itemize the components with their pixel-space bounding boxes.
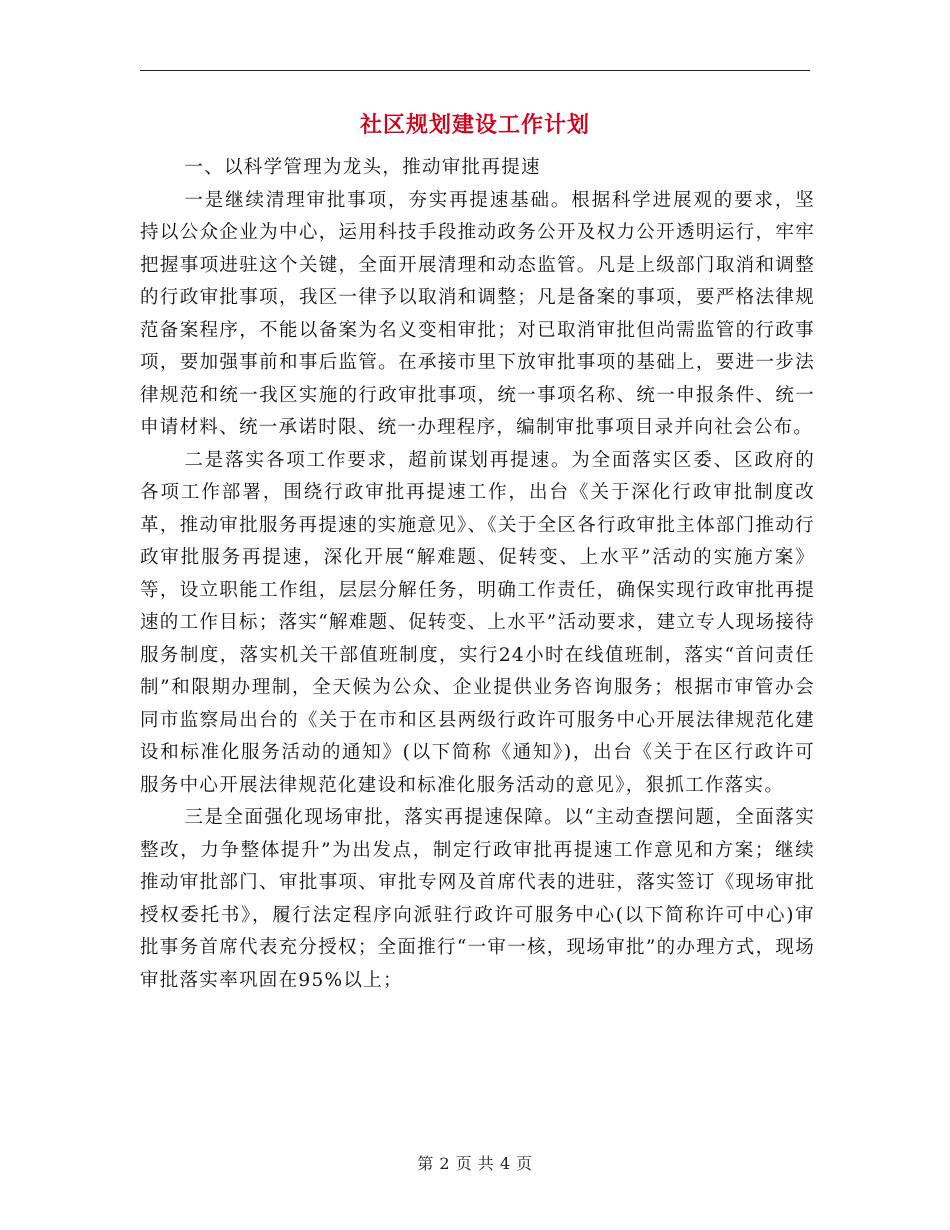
section-heading: 一、以科学管理为龙头，推动审批再提速 [184,157,541,178]
body-paragraph: 三是全面强化现场审批，落实再提速保障。以“主动查摆问题，全面落实整改，力争整体提升”为出发点，制定行政审批再提速工作意见和方案；继续推动审批部门、审批事项、审批专网及首席代表的进驻，落实签订《现场审批授权委托书》，履行法定程序向派驻行政许可服务中心(以下简称许可中心)审批事务首席代表充分授权；全面推行“一审一核，现场审批”的办理方式，现场审批落实率巩固在95%以上； [140,807,815,991]
document-body [140,152,815,997]
header-rule [140,70,810,71]
document-title: 社区规划建设工作计划 [359,112,590,138]
body-paragraph: 二是落实各项工作要求，超前谋划再提速。为全面落实区委、区政府的各项工作部署，围绕行政审批再提速工作，出台《关于深化行政审批制度改革，推动审批服务再提速的实施意见》、《关于全区各行政审批主体部门推动行政审批服务再提速，深化开展“解难题、促转变、上水平”活动的实施方案》等，设立职能工作组，层层分解任务，明确工作责任，确保实现行政审批再提速的工作目标；落实“解难题、促转变、上水平”活动要求，建立专人现场接待服务制度，落实机关干部值班制度，实行24小时在线值班制，落实“首问责任制”和限期办理制，全天候为公众、企业提供业务咨询服务；根据市审管办会同市监察局出台的《关于在市和区县两级行政许可服务中心开展法律规范化建设和标准化服务活动的通知》(以下简称《通知》)，出台《关于在区行政许可服务中心开展法律规范化建设和标准化服务活动的意见》，狠抓工作落实。 [140,449,815,796]
body-paragraph: 一是继续清理审批事项，夯实再提速基础。根据科学进展观的要求，坚持以公众企业为中心，运用科技手段推动政务公开及权力公开透明运行，牢牢把握事项进驻这个关键，全面开展清理和动态监管。凡是上级部门取消和调整的行政审批事项，我区一律予以取消和调整；凡是备案的事项，要严格法律规范备案程序，不能以备案为名义变相审批；对已取消审批但尚需监管的行政事项，要加强事前和事后监管。在承接市里下放审批事项的基础上，要进一步法律规范和统一我区实施的行政审批事项，统一事项名称、统一申报条件、统一申请材料、统一承诺时限、统一办理程序，编制审批事项目录并向社会公布。 [140,189,815,438]
page-footer: 第 2 页 共 4 页 [417,1154,533,1173]
